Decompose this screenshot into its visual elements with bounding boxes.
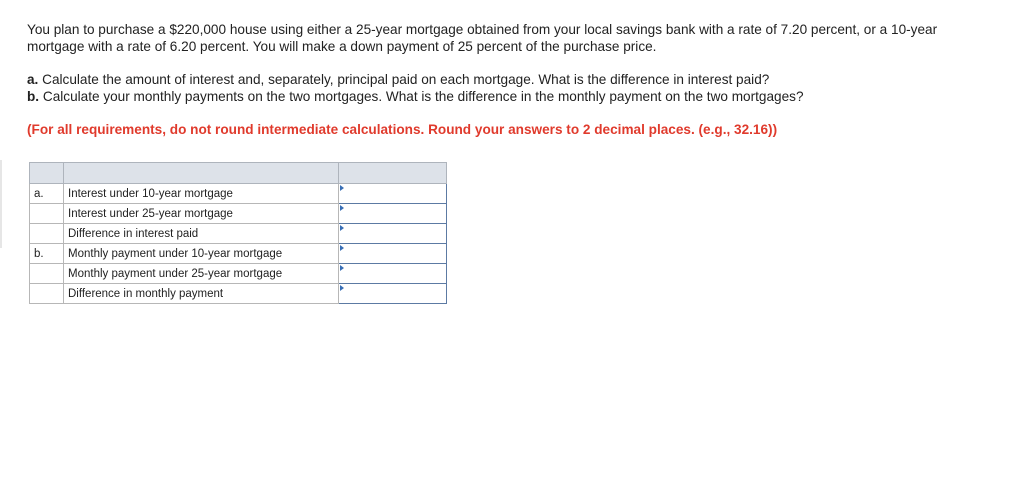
row-letter: a. (30, 184, 64, 204)
requirement-b (27, 88, 987, 105)
answer-cell (339, 184, 447, 204)
table-header-row (30, 163, 447, 184)
requirement-b-text: Calculate your monthly payments on the two mortgages. What is the difference in the monthly payment on the two mortgages? (42, 89, 804, 104)
header-cell-letter (30, 163, 64, 184)
header-cell-value (339, 163, 447, 184)
interest-25yr-input[interactable] (339, 204, 446, 223)
input-marker-icon (340, 185, 344, 191)
left-edge-divider (0, 160, 2, 248)
question-text (27, 21, 987, 138)
answer-cell (339, 284, 447, 304)
table-row (30, 224, 447, 244)
requirement-a-text: Calculate the amount of interest and, separately, principal paid on each mortgage. What is the difference in interest paid? (42, 72, 770, 87)
row-label: Interest under 10-year mortgage (64, 184, 339, 204)
row-label: Difference in monthly payment (64, 284, 339, 304)
row-letter (30, 224, 64, 244)
monthly-payment-difference-input[interactable] (339, 284, 446, 303)
row-label: Monthly payment under 25-year mortgage (64, 264, 339, 284)
interest-difference-input[interactable] (339, 224, 446, 243)
answer-table (29, 162, 447, 304)
row-label: Difference in interest paid (64, 224, 339, 244)
requirement-a (27, 71, 987, 88)
table-row (30, 284, 447, 304)
table-row (30, 204, 447, 224)
input-marker-icon (340, 285, 344, 291)
row-letter: b. (30, 244, 64, 264)
requirement-a-label: a. (27, 72, 39, 87)
requirement-b-label: b. (27, 89, 40, 104)
interest-10yr-input[interactable] (339, 184, 446, 203)
input-marker-icon (340, 225, 344, 231)
monthly-payment-25yr-input[interactable] (339, 264, 446, 283)
problem-statement: You plan to purchase a $220,000 house using either a 25-year mortgage obtained from your local savings bank with a rate of 7.20 percent, or a 10-year mortgage with a rate of 6.20 percent. You will make a down payment of 25 percent of the purchase price. (27, 22, 938, 54)
monthly-payment-10yr-input[interactable] (339, 244, 446, 263)
table-row (30, 264, 447, 284)
rounding-instruction: (For all requirements, do not round intermediate calculations. Round your answers to 2 decimal places. (e.g., 32.16)) (27, 122, 778, 137)
answer-cell (339, 264, 447, 284)
table-row (30, 184, 447, 204)
answer-cell (339, 244, 447, 264)
row-letter (30, 204, 64, 224)
answer-cell (339, 224, 447, 244)
row-label: Monthly payment under 10-year mortgage (64, 244, 339, 264)
answer-cell (339, 204, 447, 224)
header-cell-label (64, 163, 339, 184)
input-marker-icon (340, 205, 344, 211)
row-letter (30, 264, 64, 284)
table-row (30, 244, 447, 264)
row-label: Interest under 25-year mortgage (64, 204, 339, 224)
input-marker-icon (340, 265, 344, 271)
input-marker-icon (340, 245, 344, 251)
row-letter (30, 284, 64, 304)
